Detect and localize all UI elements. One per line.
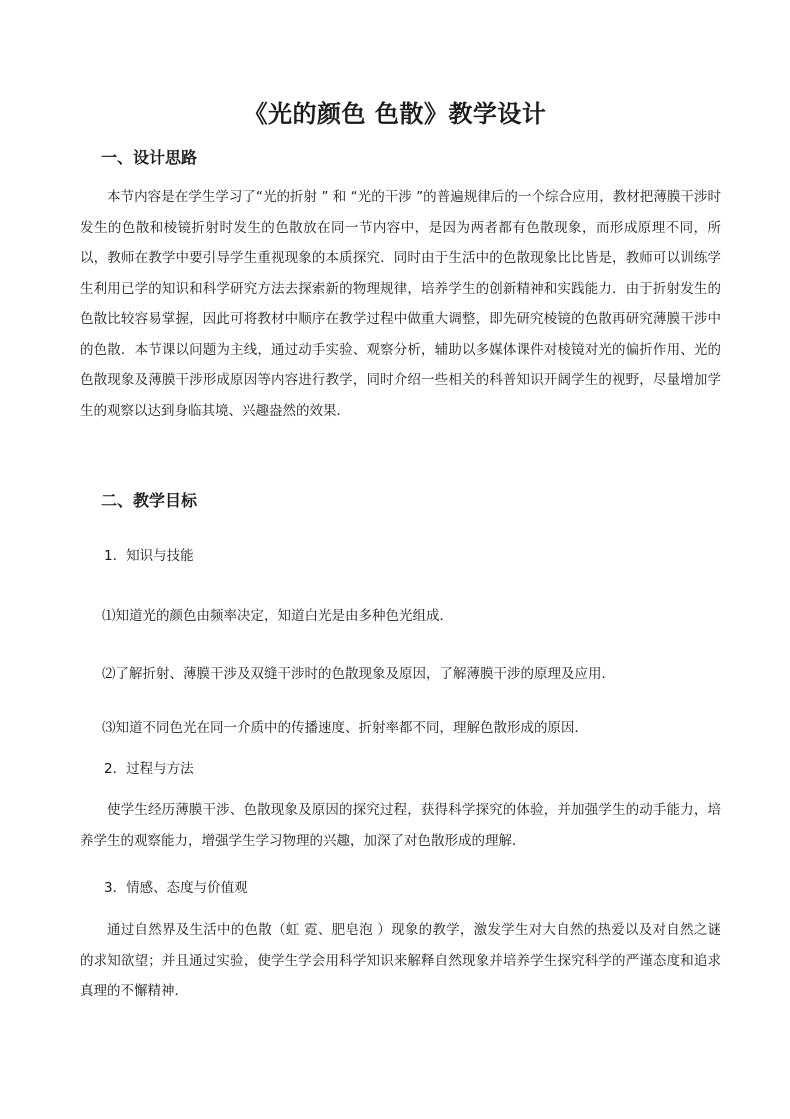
section-heading-design-idea: 一、设计思路 [101, 148, 198, 167]
knowledge-item-1: ⑴知道光的颜色由频率决定，知道白光是由多种色光组成． [102, 608, 453, 624]
emotion-values-paragraph: 通过自然界及生活中的色散（虹 霓、肥皂泡 ）现象的教学，激发学生对大自然的热爱以及对自然之谜的求知欲望；并且通过实验，使学生学会用科学知识来解释自然现象并培养学生探究科学的严谨态度和追求真理的不懈精神． [80, 922, 721, 999]
process-method-paragraph: 使学生经历薄膜干涉、色散现象及原因的探究过程，获得科学探究的体验，并加强学生的动手能力，培养学生的观察能力，增强学生学习物理的兴趣，加深了对色散形成的理解． [80, 802, 721, 849]
design-idea-paragraph: 本节内容是在学生学习了“光的折射 ” 和 “光的干涉 ”的普遍规律后的一个综合应用，教材把薄膜干涉时发生的色散和棱镜折射时发生的色散放在同一节内容中，是因为两者都有色散现象，而形成原理不同，所以，教师在教学中要引导学生重视现象的本质探究．同时由于生活中的色散现象比比皆是，教师可以训练学生利用已学的知识和科学研究方法去探索新的物理规律，培养学生的创新精神和实践能力．由于折射发生的色散比较容易掌握，因此可将教材中顺序在教学过程中做重大调整，即先研究棱镜的色散再研究薄膜干涉中的色散．本节课以问题为主线，通过动手实验、观察分析，辅助以多媒体课件对棱镜对光的偏折作用、光的色散现象及薄膜干涉形成原因等内容进行教学，同时介绍一些相关的科普知识开阔学生的视野，尽量增加学生的观察以达到身临其境、兴趣盎然的效果． [80, 189, 721, 419]
section-heading-teaching-goals: 二、教学目标 [101, 491, 198, 510]
knowledge-item-2: ⑵了解折射、薄膜干涉及双缝干涉时的色散现象及原因，了解薄膜干涉的原理及应用． [102, 666, 615, 682]
subheading-emotion-values: 3．情感、态度与价值观 [104, 880, 248, 896]
subheading-process-method: 2．过程与方法 [104, 761, 194, 777]
knowledge-item-3: ⑶知道不同色光在同一介质中的传播速度、折射率都不同，理解色散形成的原因． [102, 720, 588, 736]
subheading-knowledge-skills: 1．知识与技能 [104, 548, 194, 564]
document-title: 《光的颜色 色散》教学设计 [243, 99, 547, 128]
